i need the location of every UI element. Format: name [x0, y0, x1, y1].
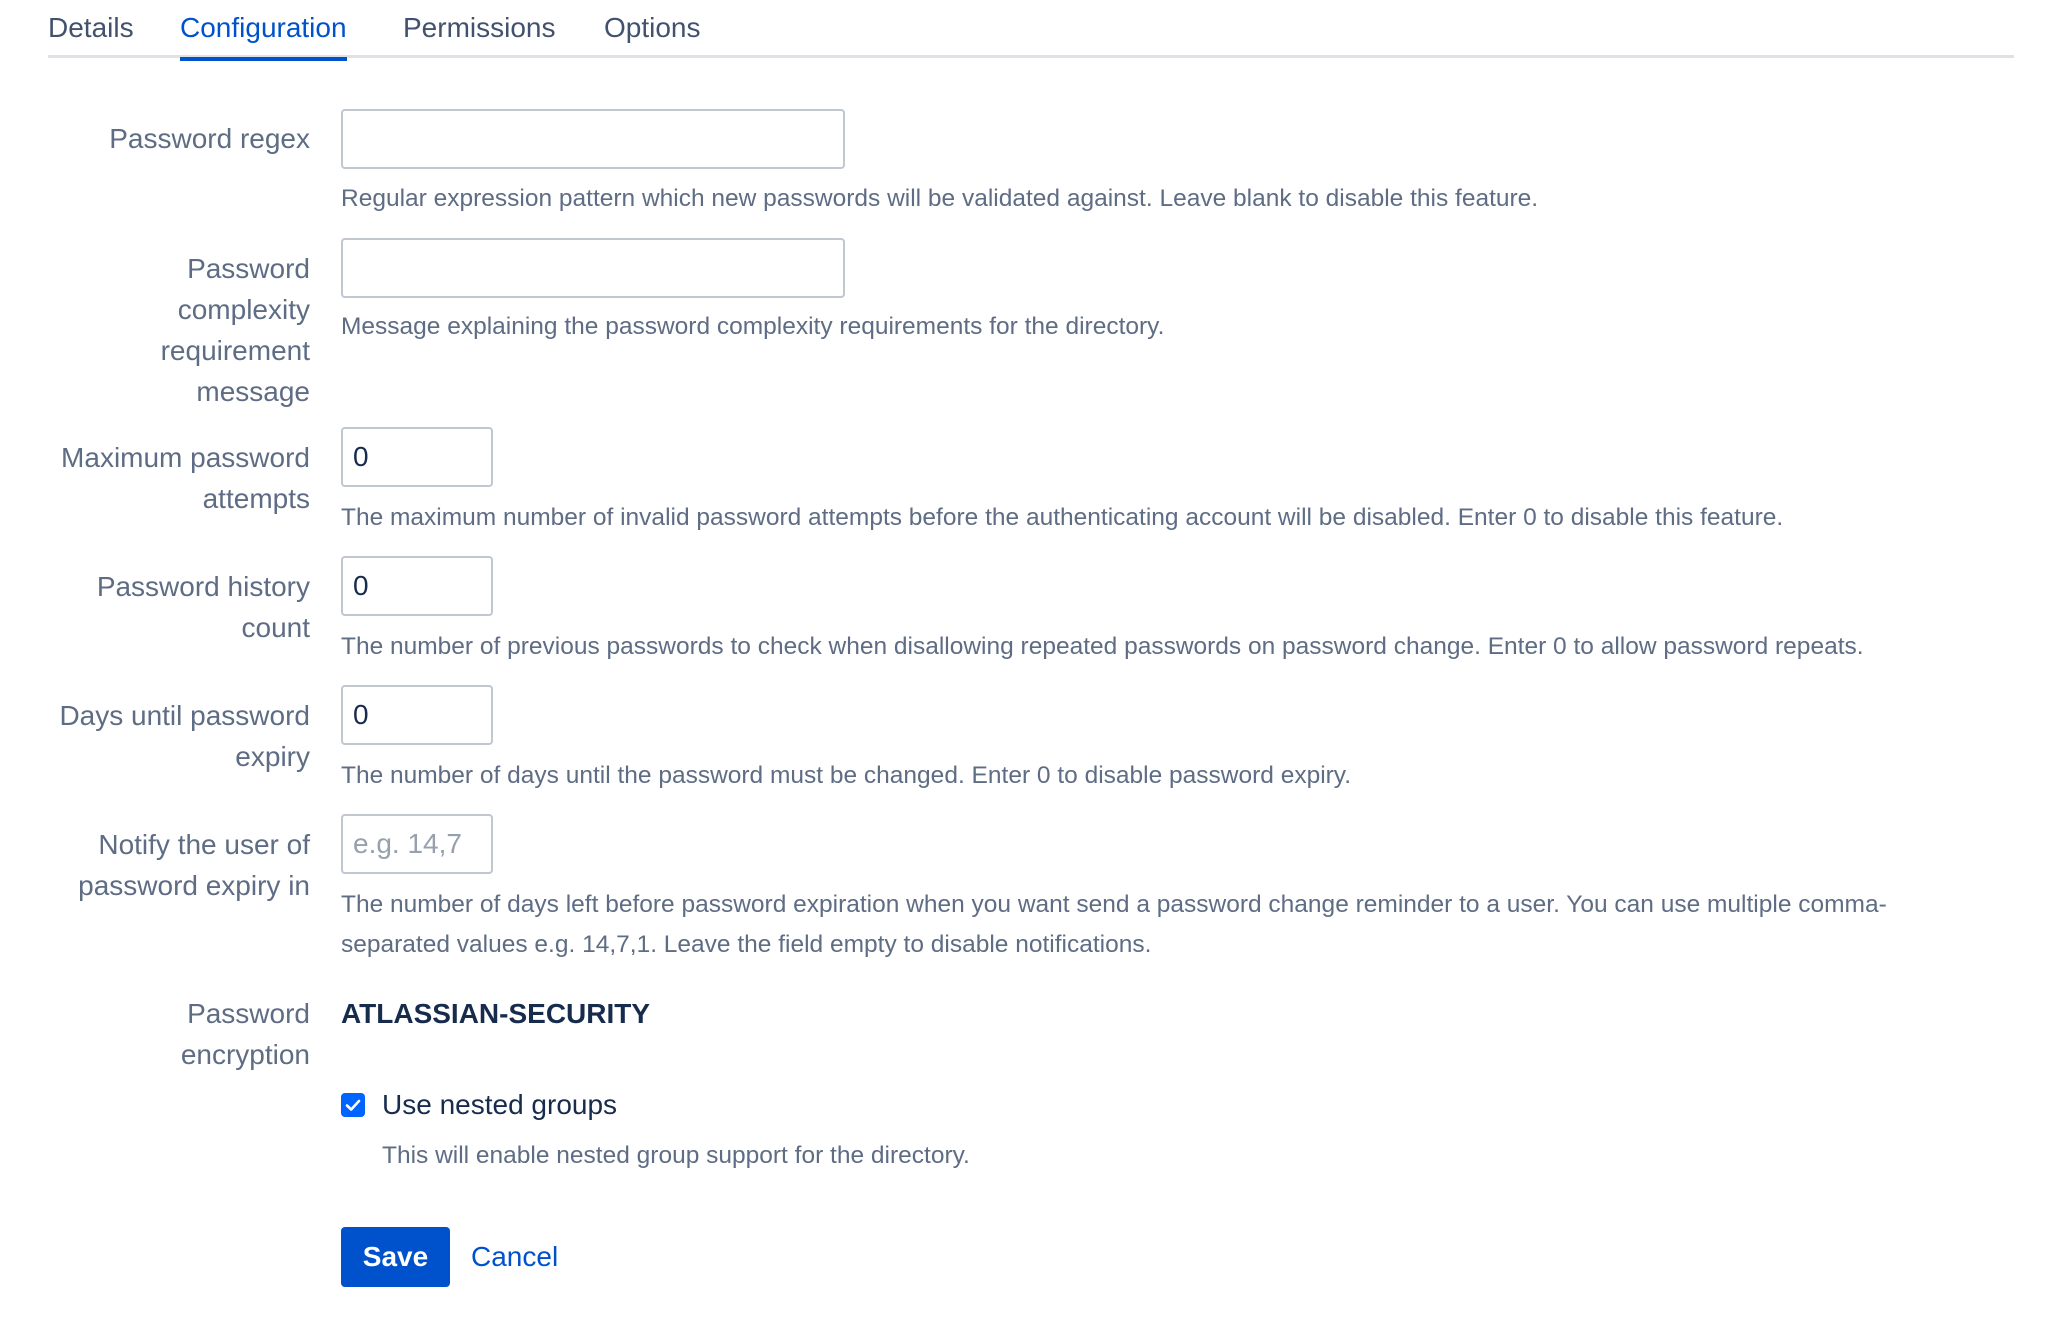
- complexity-message-input[interactable]: [341, 238, 845, 298]
- help-line: separated values e.g. 14,7,1. Leave the field empty to disable notifications.: [341, 931, 1152, 958]
- label-line: attempts: [202, 483, 310, 514]
- max-attempts-input[interactable]: [341, 427, 493, 487]
- days-until-expiry-help: The number of days until the password must be changed. Enter 0 to disable password expiry.: [341, 762, 1352, 789]
- label-line: expiry: [235, 741, 310, 772]
- max-attempts-label: [0, 437, 310, 519]
- complexity-message-label: [0, 248, 310, 412]
- password-regex-help: Regular expression pattern which new passwords will be validated against. Leave blank to disable this feature.: [341, 185, 1539, 212]
- days-until-expiry-input[interactable]: [341, 685, 493, 745]
- tab-configuration[interactable]: Configuration: [180, 12, 347, 54]
- label-line: Password: [187, 253, 310, 284]
- label-line: complexity: [177, 294, 310, 325]
- complexity-message-help: Message explaining the password complexity requirements for the directory.: [341, 313, 1165, 340]
- label-line: message: [196, 376, 310, 407]
- nested-groups-label[interactable]: Use nested groups: [382, 1089, 618, 1120]
- tab-details[interactable]: Details: [48, 12, 134, 43]
- nested-groups-checkbox[interactable]: [341, 1093, 365, 1117]
- notify-expiry-label: [0, 824, 310, 906]
- tab-bar: [48, 0, 2014, 58]
- max-attempts-help: The maximum number of invalid password attempts before the authenticating account will be disabled. Enter 0 to disable this feature.: [341, 504, 1784, 531]
- history-count-label: [0, 566, 310, 648]
- days-until-expiry-label: [0, 695, 310, 777]
- notify-expiry-input[interactable]: [341, 814, 493, 874]
- label-line: Notify the user of: [98, 829, 310, 860]
- label-line: encryption: [180, 1039, 310, 1070]
- label-line: Password: [187, 998, 310, 1029]
- password-regex-label: Password regex: [109, 123, 310, 154]
- password-regex-input[interactable]: [341, 109, 845, 169]
- cancel-link[interactable]: Cancel: [471, 1241, 559, 1272]
- history-count-help: The number of previous passwords to check when disallowing repeated passwords on password change. Enter 0 to allow password repeats.: [341, 633, 1864, 660]
- help-line: The number of days left before password expiration when you want send a password change reminder to a user. You can use multiple comma-: [341, 891, 1887, 918]
- label-line: requirement: [160, 335, 310, 366]
- nested-groups-help: This will enable nested group support for the directory.: [382, 1142, 970, 1169]
- notify-expiry-help: [341, 885, 1981, 965]
- password-encryption-label: [0, 993, 310, 1075]
- label-line: Maximum password: [61, 442, 310, 473]
- password-encryption-value: ATLASSIAN-SECURITY: [341, 998, 651, 1029]
- label-line: Days until password: [59, 700, 310, 731]
- history-count-input[interactable]: [341, 556, 493, 616]
- save-button[interactable]: Save: [341, 1227, 450, 1287]
- tab-options[interactable]: Options: [604, 12, 701, 43]
- checkmark-icon: [344, 1096, 362, 1114]
- tab-permissions[interactable]: Permissions: [403, 12, 556, 43]
- label-line: password expiry in: [78, 870, 310, 901]
- label-line: Password history: [96, 571, 310, 602]
- label-line: count: [241, 612, 310, 643]
